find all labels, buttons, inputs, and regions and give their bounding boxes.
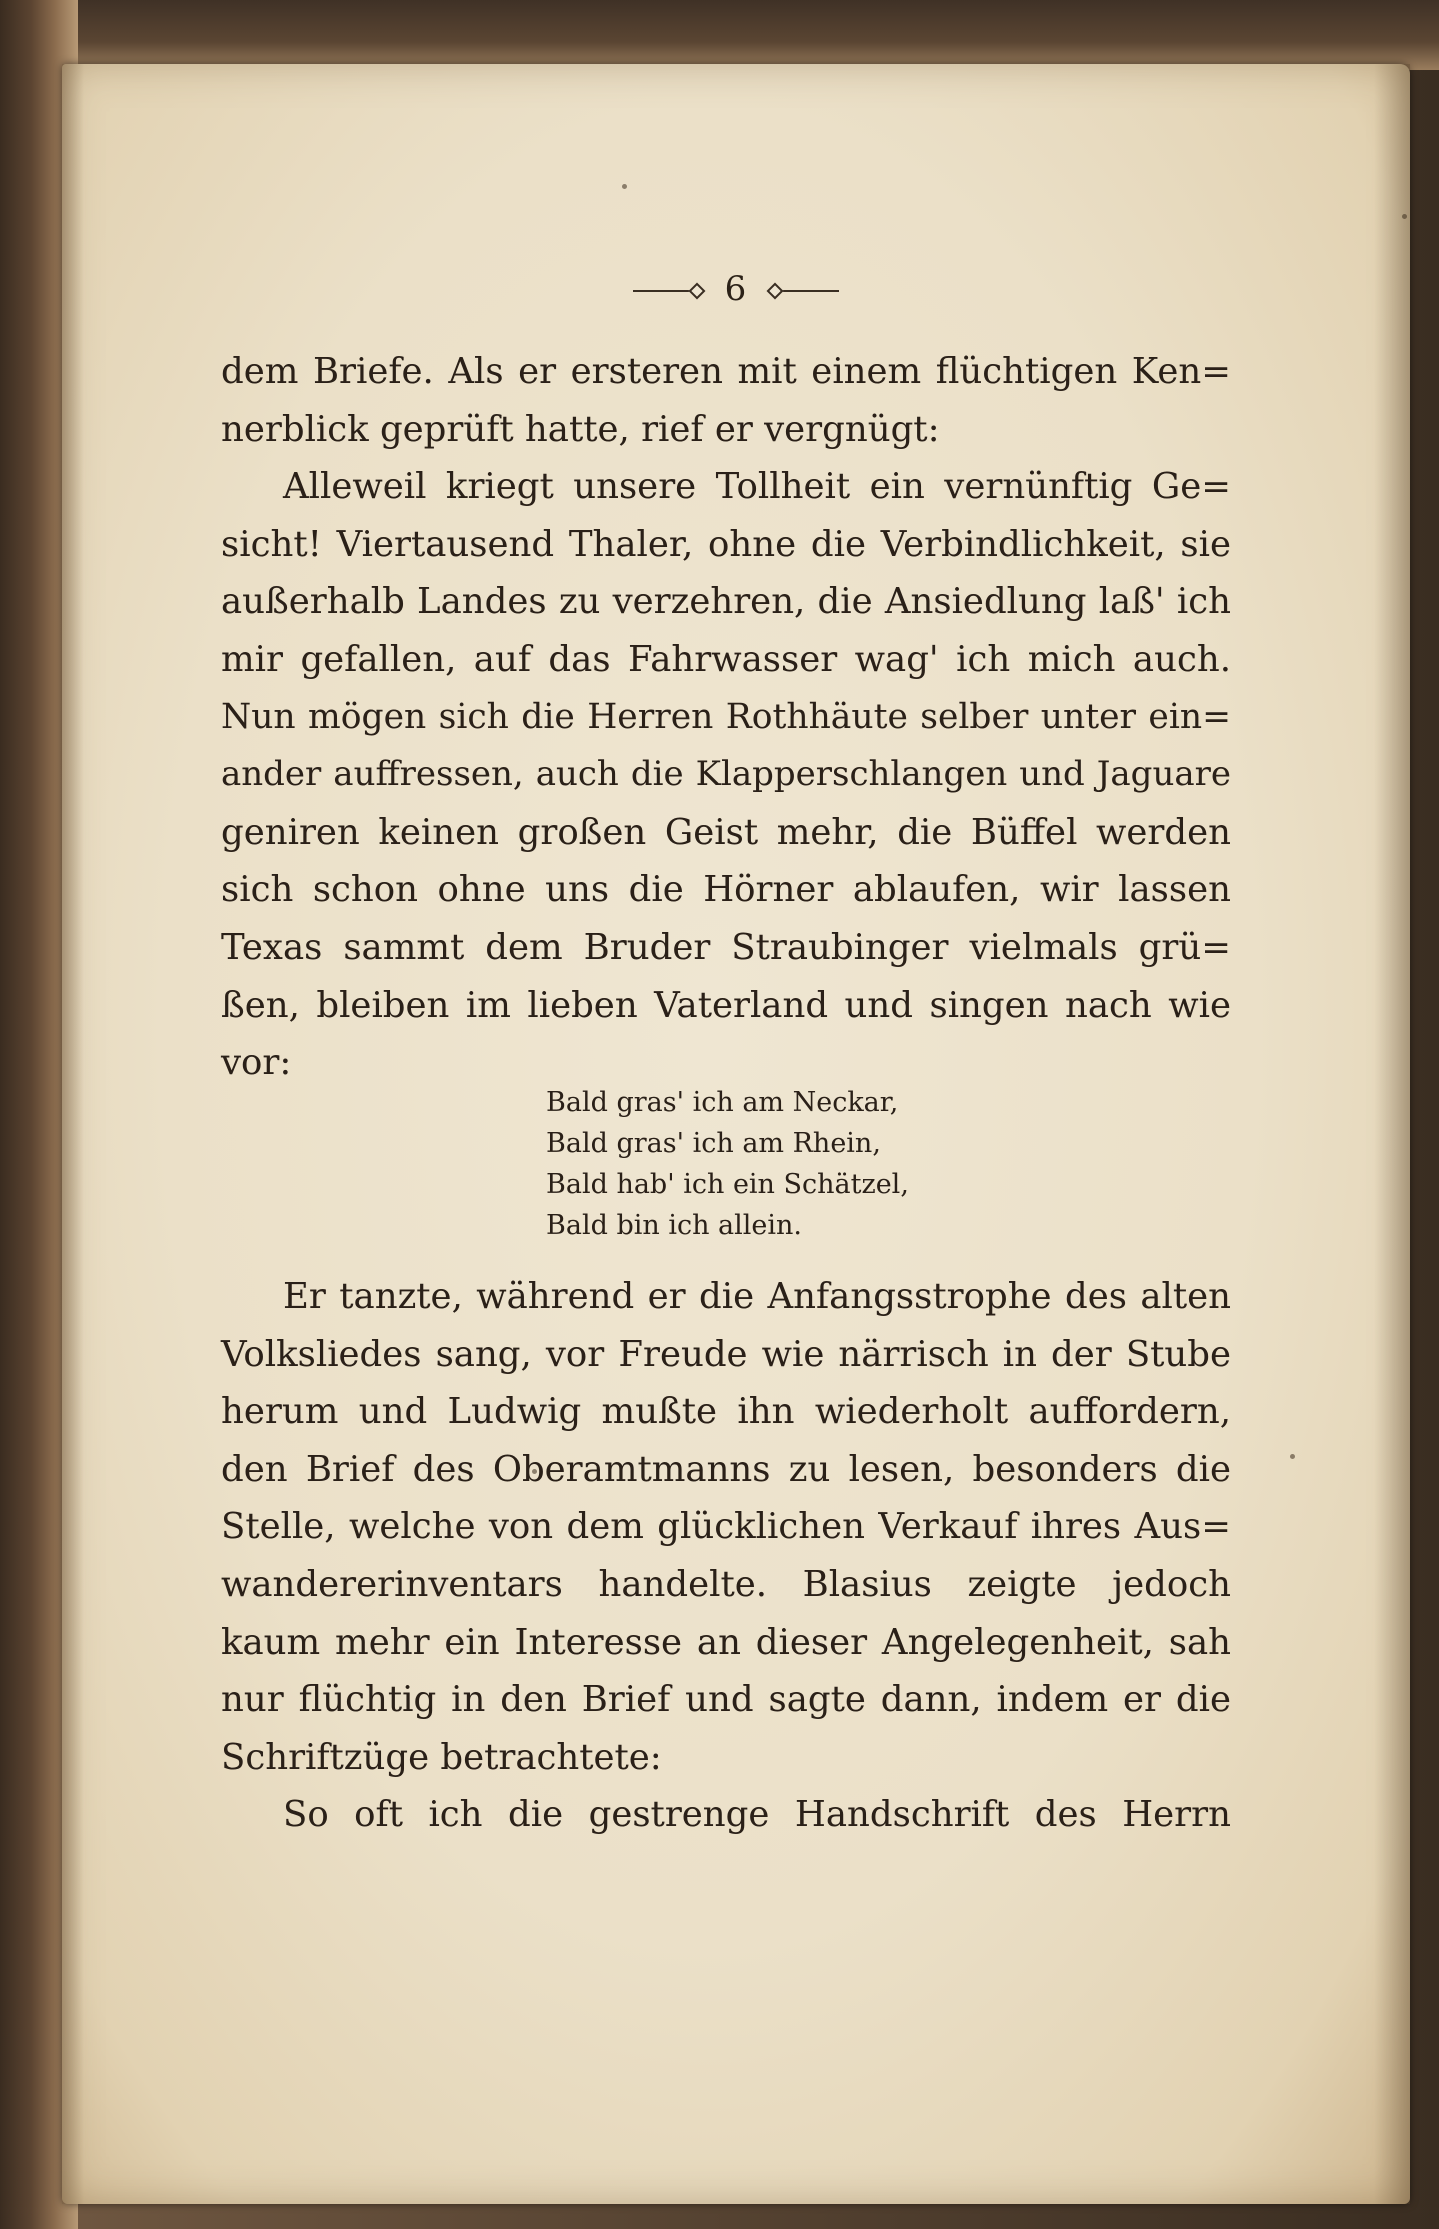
text-line: nur flüchtig in den Brief und sagte dann, indem er die [221,1679,1231,1721]
paper-speck [1290,1454,1295,1459]
text-line: Schriftzüge betrachtete: [221,1736,662,1778]
page-gutter-shadow [62,64,84,2204]
text-line: ßen, bleiben im lieben Vaterland und singen nach wie [221,984,1231,1026]
text-line: dem Briefe. Als er ersteren mit einem flüchtigen Ken= [221,351,1231,392]
verse-line: Bald gras' ich am Rhein, [546,1128,881,1159]
text-line: sich schon ohne uns die Hörner ablaufen, wir lassen [221,869,1231,911]
text-line: So oft ich die gestrenge Handschrift des Herrn [283,1794,1231,1836]
text-line: sicht! Viertausend Thaler, ohne die Verbindlichkeit, sie [221,523,1231,565]
text-line: kaum mehr ein Interesse an dieser Angelegenheit, sah [221,1621,1231,1663]
page-number-header [62,269,1410,309]
text-line: Volksliedes sang, vor Freude wie närrisch in der Stube [221,1333,1231,1375]
book-cover-top-edge [0,0,1439,70]
text-line: außerhalb Landes zu verzehren, die Ansiedlung laß' ich [221,581,1231,623]
text-line: Alleweil kriegt unsere Tollheit ein vernünftig Ge= [283,466,1231,508]
paper-speck [622,184,627,189]
text-line: mir gefallen, auf das Fahrwasser wag' ich mich auch. [221,638,1231,680]
paragraph-block-2 [221,1268,1231,1844]
verse-line: Bald bin ich allein. [546,1210,803,1241]
text-line: Stelle, welche von dem glücklichen Verkauf ihres Aus= [221,1506,1231,1548]
verse-line: Bald hab' ich ein Schätzel, [546,1169,909,1200]
text-line: vor: [221,1042,292,1084]
text-line: Texas sammt dem Bruder Straubinger vielmals grü= [221,926,1231,968]
text-line: den Brief des Oberamtmanns zu lesen, besonders die [221,1448,1231,1490]
text-line: ander auffressen, auch die Klapperschlangen und Jaguare [221,754,1231,795]
paper-speck [1402,214,1407,219]
text-line: nerblick geprüft hatte, rief er vergnügt: [221,408,940,450]
text-line: Nun mögen sich die Herren Rothhäute selber unter ein= [221,696,1231,737]
page-number: 6 [724,269,748,309]
paragraph-block-1 [221,343,1231,1092]
text-line: herum und Ludwig mußte ihn wiederholt auffordern, [221,1391,1231,1433]
text-line: Er tanzte, während er die Anfangsstrophe des alten [283,1276,1231,1317]
verse-line: Bald gras' ich am Neckar, [546,1087,899,1118]
ornament-right-icon [769,290,839,292]
page-edge-shadow [1374,64,1410,2204]
text-line: wandererinventars handelte. Blasius zeigte jedoch [221,1563,1231,1605]
text-line: geniren keinen großen Geist mehr, die Büffel werden [221,811,1231,853]
ornament-left-icon [633,290,703,292]
verse-block [546,1082,909,1246]
